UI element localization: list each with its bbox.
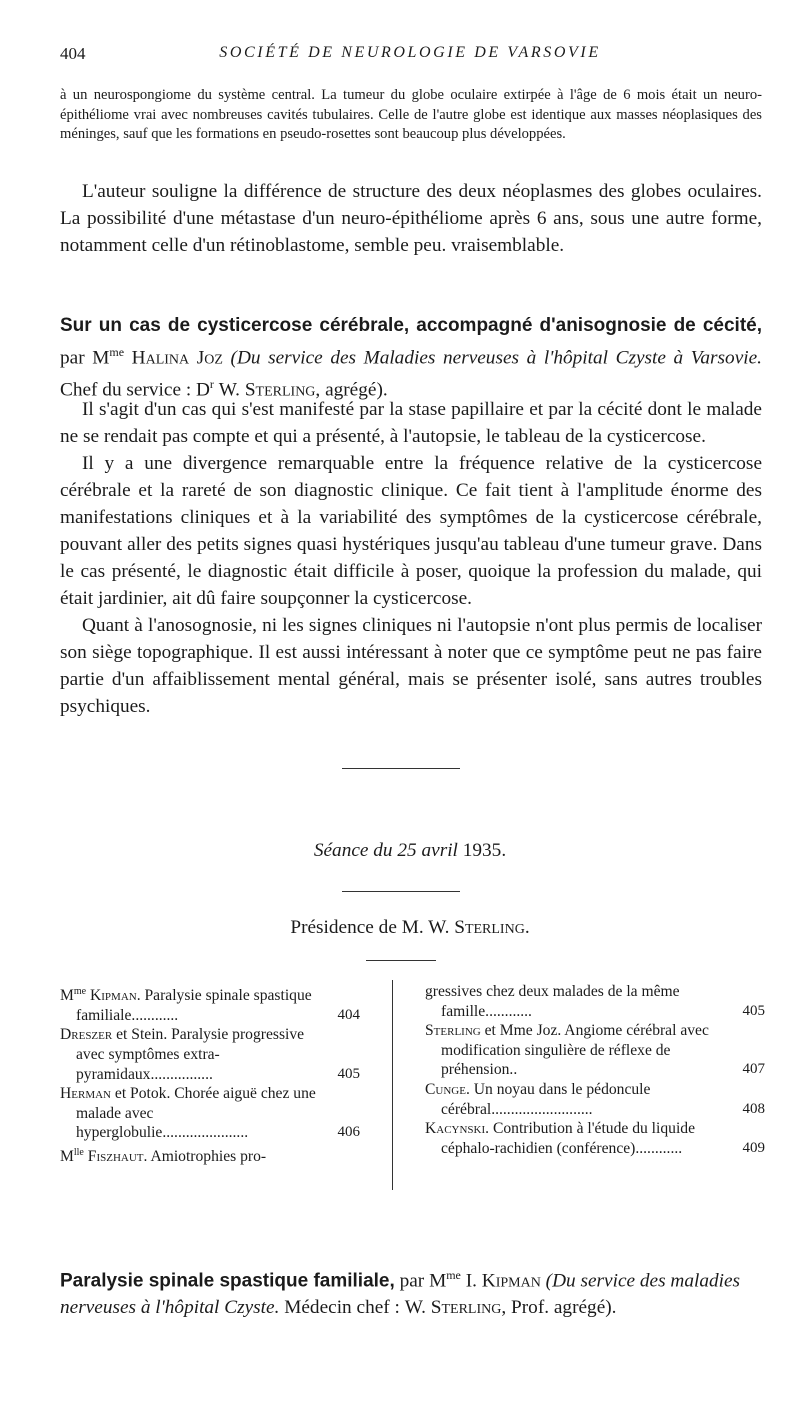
summary-page: 407 [742, 1061, 765, 1078]
summary-page: 406 [337, 1124, 360, 1141]
summary-entry [60, 1025, 360, 1084]
chief-name: W. Sterling, [404, 1297, 507, 1319]
summary-page: 405 [742, 1002, 765, 1019]
leader-dots: ............ [635, 1139, 683, 1157]
divider-rule [366, 960, 436, 961]
summary-page: 404 [337, 1006, 360, 1023]
author-prefix-sup: me [109, 345, 125, 359]
leader-dots: ...................... [162, 1124, 249, 1142]
session-date [60, 840, 760, 862]
summary-text: et Potok. Chorée aiguë chez une malade avec hyperglobulie [76, 1085, 316, 1142]
presidence-label: Présidence de M. W. [290, 917, 450, 938]
body-paragraph: Quant à l'anosognosie, ni les signes cliniques ni l'autopsie n'ont plus permis de localiser son siège topographique. Il est aussi intéressant à noter que ce symptôme peut ne pas faire partie d'un affaiblissement mental général, mais se présenter isolé, sans autres troubles psychiques. [60, 615, 762, 717]
body-paragraph: Il y a une divergence remarquable entre la fréquence relative de la cysticercose cérébrale et la rareté de son diagnostic clinique. Ce fait tient à l'amplitude énorme des manifestations cliniques et à la variabilité des symptômes de la cysticercose cérébrale, pouvant aller des petits signes quasi hystériques jusqu'au tableau d'une tumeur grave. Dans le cas présenté, le diagnostic était difficile à poser, quoique la profession du malade, qui était jardinier, ait dû faire soupçonner la cysticercose. [60, 453, 762, 609]
chief-label: Chef du service : D [60, 379, 210, 401]
summary-entry [425, 1080, 765, 1119]
summary-text: Paralysie spinale spastique familiale [76, 987, 312, 1024]
article-heading-paralysie [60, 1262, 762, 1321]
summary-right-column [425, 982, 765, 1158]
page-number: 404 [60, 44, 86, 63]
paragraph-text: L'auteur souligne la différence de structure des deux néoplasmes des globes oculaires. La possibilité d'une métastase d'un neuro-épithéliome après 6 ans, sous une autre forme, notamment celle d'un rétinoblastome, semble peu. vraisemblable. [60, 181, 762, 256]
summary-entry: $M^{me}$ Kipman. Paralysie spinale spastique familiale............ 404 [60, 986, 360, 1024]
summary-author: Cunge. [425, 1080, 470, 1098]
summary-entry [425, 1119, 765, 1158]
body-paragraph: Il s'agit d'un cas qui s'est manifesté par la stase papillaire et par la cécité dont le malade ne se rendait pas compte et qui a présenté, à l'autopsie, le tableau de la cysticercose. [60, 399, 762, 447]
summary-page: 409 [742, 1139, 765, 1156]
leader-dots: .. [509, 1061, 518, 1079]
summary-text: et Stein. Paralysie progressive avec symptômes extra-pyramidaux [76, 1026, 305, 1083]
summary-page: 405 [337, 1065, 360, 1082]
divider-rule [342, 768, 460, 769]
summary-text: gressives chez deux malades de la même famille [425, 983, 680, 1020]
chief-rank: Prof. agrégé). [511, 1297, 617, 1319]
chief-rank: , agrégé). [315, 379, 388, 401]
presidence-name: Sterling. [454, 917, 530, 938]
seance-label: Séance du [313, 840, 393, 861]
by-label: par [60, 347, 85, 369]
leader-dots: ................ [150, 1065, 213, 1083]
seance-year: 1935. [462, 840, 507, 861]
seance-month: avril [421, 840, 458, 861]
continuation-text: à un neurospongiome du système central. La tumeur du globe oculaire extirpée à l'âge de 6 mois était un neuro-épithéliome vrai avec nombreuses cavités tubulaires. Celle de l'autre globe est identique aux masses néoplasiques des méninges, sauf que les formations en pseudo-rosettes sont beaucoup plus développées. [60, 87, 762, 142]
article-title: Sur un cas de cysticercose cérébrale, accompagné d'anisognosie de cécité, [60, 315, 762, 336]
summary-text: Amiotrophies pro- [147, 1148, 267, 1166]
author-remark-paragraph [60, 178, 762, 259]
summary-author: Dreszer [60, 1026, 113, 1044]
article-body [60, 396, 762, 720]
chief-sup: r [209, 377, 214, 392]
column-separator [392, 980, 393, 1190]
affiliation: (Du service des Maladies nerveuses à l'hôpital Czyste à Varsovie. [230, 347, 762, 369]
continuation-paragraph [60, 86, 762, 145]
summary-entry [425, 982, 765, 1021]
divider-rule [342, 891, 460, 892]
leader-dots: .......................... [491, 1100, 593, 1118]
summary-author: Kipman. [90, 987, 141, 1005]
summary-author: Fiszhaut. [87, 1148, 148, 1166]
presidency-line [60, 917, 760, 939]
seance-day: 25 [397, 840, 417, 861]
summary-text: et Mme Joz. Angiome cérébral avec modification singulière de réflexe de préhension [441, 1022, 709, 1079]
author-prefix: M [429, 1270, 447, 1292]
author-name: I. Kipman [465, 1270, 541, 1292]
chief-label: Médecin chef : [284, 1297, 400, 1319]
author-prefix-sup: me [446, 1268, 461, 1282]
summary-entry: $M^{lle}$ Fiszhaut. Amiotrophies pro- [60, 1146, 267, 1166]
leader-dots: ............ [131, 1006, 179, 1024]
summary-author: Kacynski. [425, 1120, 490, 1138]
summary-author: Sterling [425, 1022, 481, 1040]
article-title: Paralysie spinale spastique familiale, [60, 1270, 395, 1292]
author-name: Halina Joz [131, 347, 223, 369]
summary-entry [60, 1084, 360, 1143]
author-prefix: M [92, 347, 110, 369]
summary-text: Un noyau dans le pédoncule cérébral [441, 1080, 651, 1118]
summary-page: 408 [742, 1100, 765, 1117]
by-label: par [399, 1270, 425, 1292]
summary-left-column [60, 982, 360, 1167]
summary-author: Herman [60, 1085, 111, 1103]
chief-name: W. Sterling [218, 379, 316, 401]
running-title: SOCIÉTÉ DE NEUROLOGIE DE VARSOVIE [219, 44, 601, 61]
summary-entry [425, 1021, 765, 1080]
summary-text: Contribution à l'étude du liquide céphalo-rachidien (conférence) [441, 1120, 695, 1157]
affiliation: (Du service des maladies nerveuses à l'hôpital Czyste. [60, 1270, 741, 1319]
article-heading-cysticercose [60, 312, 762, 404]
leader-dots: ............ [485, 1002, 532, 1020]
